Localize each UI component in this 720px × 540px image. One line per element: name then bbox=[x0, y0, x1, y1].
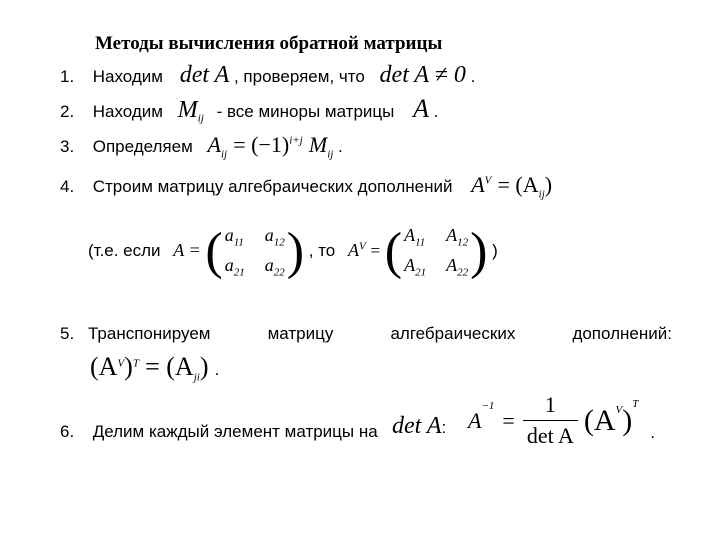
formula-minor: $M_{ij}$ bbox=[177, 97, 204, 125]
step-text: Транспонируем bbox=[88, 324, 211, 343]
formula-transpose: $(A^V)^T = (A_{ji})$ . bbox=[90, 352, 220, 384]
matrix-av: ( $A_{11}$ $A_{12}$ $A_{21}$ $A_{22}$ ) bbox=[384, 223, 488, 280]
step-number: 2. bbox=[60, 102, 75, 121]
step-text: Находим bbox=[92, 67, 163, 86]
example-close: ) bbox=[492, 240, 498, 260]
matrix-a-cell: $a_{12}$ bbox=[264, 224, 285, 249]
step-1 bbox=[60, 62, 475, 89]
matrix-av-cell: $A_{21}$ bbox=[404, 254, 427, 279]
formula-matrix-a: A bbox=[413, 94, 429, 123]
formula-cofactor-matrix: $A^V = (A_{ij})$ bbox=[471, 172, 553, 201]
matrix-av-cell: $A_{11}$ bbox=[404, 224, 426, 249]
formula-det-a: det A bbox=[179, 62, 230, 88]
matrix-a-cell: $a_{22}$ bbox=[264, 254, 285, 279]
step-end: . bbox=[470, 67, 476, 86]
step-number: 4. bbox=[60, 177, 75, 196]
matrix-a: ( $a_{11}$ $a_{12}$ $a_{21}$ $a_{22}$ ) bbox=[205, 223, 305, 280]
formula-det-a: det A: bbox=[392, 413, 447, 439]
step-number: 1. bbox=[60, 67, 75, 86]
step-text: Находим bbox=[92, 102, 163, 121]
step-number: 3. bbox=[60, 137, 75, 156]
matrix-a-cell: $a_{11}$ bbox=[224, 224, 244, 249]
step-number: 5. bbox=[60, 324, 75, 343]
formula-det-a-nonzero: det A ≠ 0 bbox=[379, 62, 466, 88]
step-text: матрицу bbox=[267, 324, 334, 343]
matrix-av-cell: $A_{12}$ bbox=[446, 224, 469, 249]
step-text: , проверяем, что bbox=[233, 67, 365, 86]
step-4 bbox=[60, 172, 552, 200]
example-rhs-lhs: $A^V$ = bbox=[347, 239, 381, 260]
page-title: Методы вычисления обратной матрицы bbox=[95, 33, 443, 54]
step-5 bbox=[60, 324, 672, 344]
example-2x2 bbox=[88, 222, 498, 281]
step-6 bbox=[60, 422, 378, 442]
step-end: . bbox=[433, 102, 439, 121]
fraction: $\frac{1}{\text{det A}}$ bbox=[523, 392, 578, 449]
example-mid: , то bbox=[308, 240, 336, 260]
step-2 bbox=[60, 94, 438, 124]
matrix-av-cell: $A_{22}$ bbox=[446, 254, 469, 279]
step-text: алгебраических bbox=[390, 324, 516, 343]
step-text: Делим каждый элемент матрицы на bbox=[92, 422, 378, 441]
step-text: - все миноры матрицы bbox=[216, 102, 395, 121]
formula-inverse: A $^{-1}$ = $\frac{1}{\text{det A}}$ (A $^V$ ) $^T$ . bbox=[468, 392, 656, 448]
step-text: Определяем bbox=[92, 137, 193, 156]
matrix-a-cell: $a_{21}$ bbox=[224, 254, 245, 279]
step-text: Строим матрицу алгебраических дополнений bbox=[92, 177, 453, 196]
step-text: дополнений: bbox=[572, 324, 672, 343]
example-open: (т.е. если bbox=[88, 240, 161, 260]
formula-cofactor: $A_{ij} = (-1)^{i+j}$ $M_{ij}$ bbox=[207, 132, 334, 161]
step-end: . bbox=[338, 137, 343, 156]
example-lhs: A = bbox=[173, 239, 201, 260]
step-3 bbox=[60, 132, 343, 160]
step-number: 6. bbox=[60, 422, 75, 441]
